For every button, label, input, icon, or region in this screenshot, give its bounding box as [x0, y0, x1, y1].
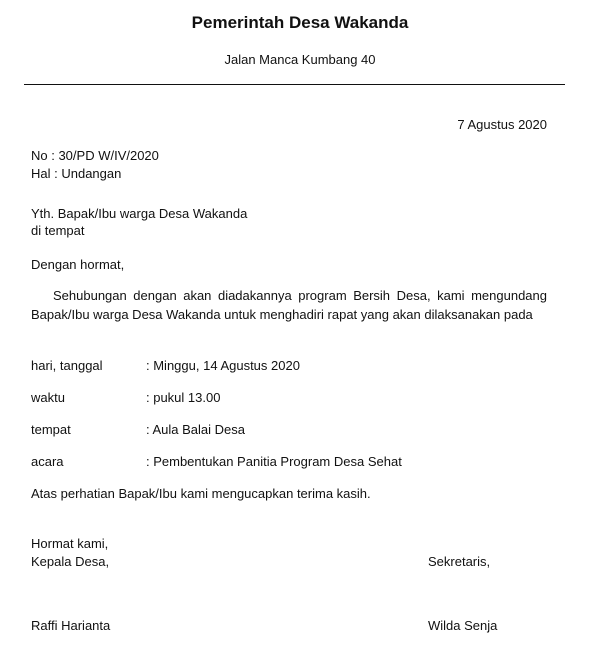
closing-sentence: Atas perhatian Bapak/Ibu kami mengucapkan terima kasih.: [31, 486, 371, 501]
detail-label: acara: [31, 454, 64, 469]
letterhead-title: Pemerintah Desa Wakanda: [191, 13, 409, 32]
detail-label: hari, tanggal: [31, 358, 103, 373]
letter-date: 7 Agustus 2020: [457, 117, 547, 132]
body-paragraph: Sehubungan dengan akan diadakannya program Bersih Desa, kami mengundang Bapak/Ibu warga Desa Wakanda untuk menghadiri rapat yang akan dilaksanakan pada: [31, 288, 547, 322]
recipient-location: di tempat: [31, 223, 85, 238]
recipient-line: Yth. Bapak/Ibu warga Desa Wakanda: [31, 206, 248, 221]
detail-value: : Aula Balai Desa: [146, 422, 246, 437]
reference-subject: Hal : Undangan: [31, 166, 122, 181]
salutation: Dengan hormat,: [31, 257, 125, 272]
detail-value: : Minggu, 14 Agustus 2020: [146, 358, 300, 373]
detail-label: waktu: [31, 390, 65, 405]
detail-label: tempat: [31, 422, 71, 437]
reference-number: No : 30/PD W/IV/2020: [31, 148, 159, 163]
letterhead-address: Jalan Manca Kumbang 40: [224, 52, 376, 67]
detail-value: : pukul 13.00: [146, 390, 221, 405]
signature-name-right: Wilda Senja: [428, 618, 498, 633]
signature-title-right: Sekretaris,: [428, 554, 491, 569]
signature-name-left: Raffi Harianta: [31, 618, 111, 633]
signature-greeting: Hormat kami,: [31, 536, 109, 551]
signature-title-left: Kepala Desa,: [31, 554, 110, 569]
letterhead-divider: [24, 84, 565, 85]
detail-value: : Pembentukan Panitia Program Desa Sehat: [146, 454, 402, 469]
